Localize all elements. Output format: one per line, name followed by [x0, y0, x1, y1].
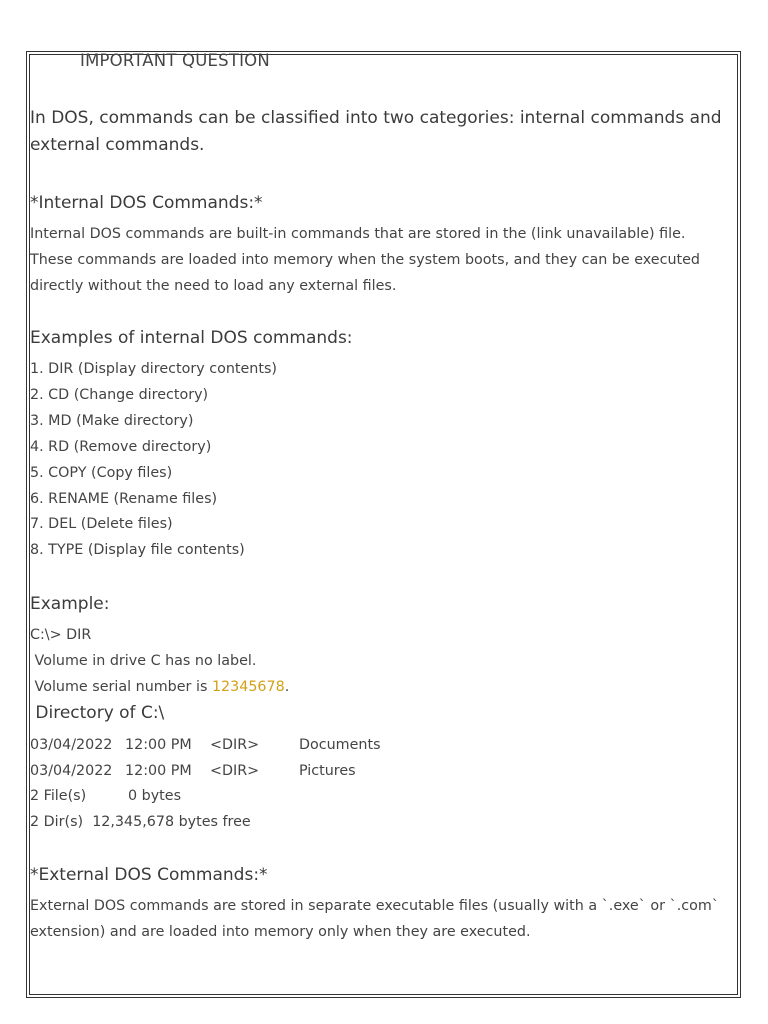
serial-number-link[interactable]: 12345678: [211, 679, 285, 695]
listing-type: <DIR>: [210, 737, 260, 753]
example-item: 3. MD (Make directory): [30, 413, 194, 429]
internal-heading: *Internal DOS Commands:*: [30, 193, 263, 213]
external-desc-line-2: extension) and are loaded into memory only when they are executed.: [30, 924, 531, 940]
example-heading: Example:: [30, 594, 110, 614]
listing-date: 03/04/2022: [30, 737, 113, 753]
example-item: 7. DEL (Delete files): [30, 516, 173, 532]
serial-suffix: .: [284, 679, 290, 695]
volume-label-line: Volume in drive C has no label.: [30, 653, 257, 669]
files-summary-bytes: 0 bytes: [128, 788, 182, 804]
directory-of-heading: Directory of C:\: [30, 703, 165, 723]
example-item: 6. RENAME (Rename files): [30, 491, 218, 507]
example-item: 4. RD (Remove directory): [30, 439, 212, 455]
examples-heading: Examples of internal DOS commands:: [30, 328, 353, 348]
internal-desc-line-2: These commands are loaded into memory when the system boots, and they can be executed: [30, 252, 700, 268]
intro-line-1: In DOS, commands can be classified into two categories: internal commands and: [30, 108, 722, 128]
listing-date: 03/04/2022: [30, 763, 113, 779]
example-item: 8. TYPE (Display file contents): [30, 542, 245, 558]
internal-desc-line-1: Internal DOS commands are built-in commands that are stored in the (link unavailable) file.: [30, 226, 686, 242]
internal-desc-line-3: directly without the need to load any external files.: [30, 278, 397, 294]
external-heading: *External DOS Commands:*: [30, 865, 268, 885]
volume-serial-line: [30, 674, 289, 700]
listing-type: <DIR>: [210, 763, 260, 779]
example-item: 2. CD (Change directory): [30, 387, 209, 403]
files-summary-count: 2 File(s): [30, 788, 87, 804]
intro-line-2: external commands.: [30, 135, 205, 155]
listing-time: 12:00 PM: [125, 763, 192, 779]
listing-name: Pictures: [299, 763, 356, 779]
listing-time: 12:00 PM: [125, 737, 192, 753]
external-desc-line-1: External DOS commands are stored in separate executable files (usually with a `.exe` or `.com`: [30, 898, 719, 914]
listing-name: Documents: [299, 737, 381, 753]
dirs-summary: 2 Dir(s) 12,345,678 bytes free: [30, 814, 251, 830]
command-prompt: C:\> DIR: [30, 627, 92, 643]
serial-prefix: Volume serial number is: [30, 679, 212, 695]
document-title: IMPORTANT QUESTION: [80, 51, 270, 70]
example-item: 1. DIR (Display directory contents): [30, 361, 277, 377]
example-item: 5. COPY (Copy files): [30, 465, 173, 481]
